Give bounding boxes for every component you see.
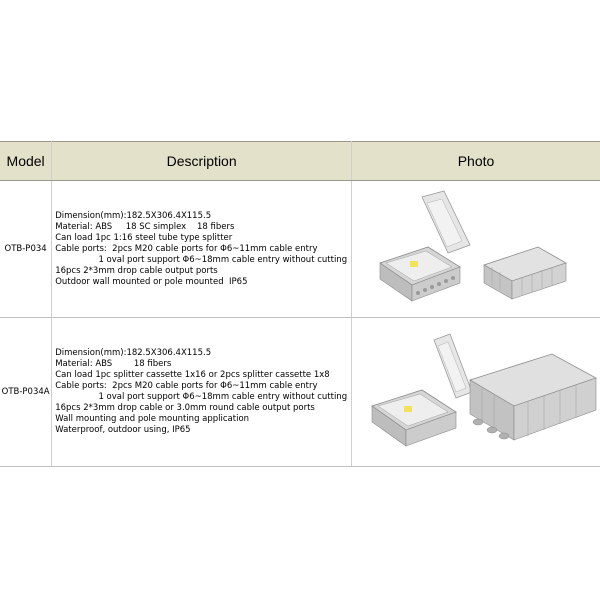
desc-line: Can load 1pc splitter cassette 1x16 or 2pcs splitter cassette 1x8 xyxy=(55,370,330,380)
desc-line: 16pcs 2*3mm drop cable output ports xyxy=(55,265,218,276)
desc-line: Waterproof, outdoor using, IP65 xyxy=(55,425,191,435)
desc-line: 1 oval port support Φ6~18mm cable entry without cutting xyxy=(55,254,348,265)
product-photo-otb-p034 xyxy=(352,181,600,317)
closed-box-illustration xyxy=(484,247,566,299)
model-cell: OTB-P034A xyxy=(0,318,52,467)
header-row xyxy=(0,142,600,181)
model-cell: OTB-P034 xyxy=(0,181,52,318)
open-box-illustration xyxy=(380,191,470,301)
description-cell xyxy=(52,318,352,467)
table-row xyxy=(0,318,600,467)
desc-line: Dimension(mm):182.5X306.4X115.5 xyxy=(55,348,212,358)
photo-cell xyxy=(352,318,600,467)
header-model: Model xyxy=(0,142,52,181)
desc-line: Material: ABS 18 SC simplex 18 fibers xyxy=(55,221,235,232)
description-cell xyxy=(52,181,352,318)
desc-line: Wall mounting and pole mounting application xyxy=(55,414,250,424)
photo-cell xyxy=(352,181,600,318)
closed-box-illustration xyxy=(470,354,596,440)
desc-line: Material: ABS 18 fibers xyxy=(55,359,172,369)
product-photo-otb-p034a xyxy=(352,318,600,466)
desc-line: 16pcs 2*3mm drop cable or 3.0mm round cable output ports xyxy=(55,403,315,413)
desc-line: Outdoor wall mounted or pole mounted IP65 xyxy=(55,276,248,287)
desc-line: Cable ports: 2pcs M20 cable ports for Φ6~11mm cable entry xyxy=(55,381,318,391)
header-description: Description xyxy=(52,142,352,181)
desc-line: Dimension(mm):182.5X306.4X115.5 xyxy=(55,210,212,221)
desc-line: Can load 1pc 1:16 steel tube type splitter xyxy=(55,232,233,243)
product-table xyxy=(0,141,600,467)
desc-line: Cable ports: 2pcs M20 cable ports for Φ6~11mm cable entry xyxy=(55,243,318,254)
desc-line: 1 oval port support Φ6~18mm cable entry without cutting xyxy=(55,392,348,402)
header-photo: Photo xyxy=(352,142,600,181)
table-row xyxy=(0,181,600,318)
open-box-illustration xyxy=(372,334,472,446)
